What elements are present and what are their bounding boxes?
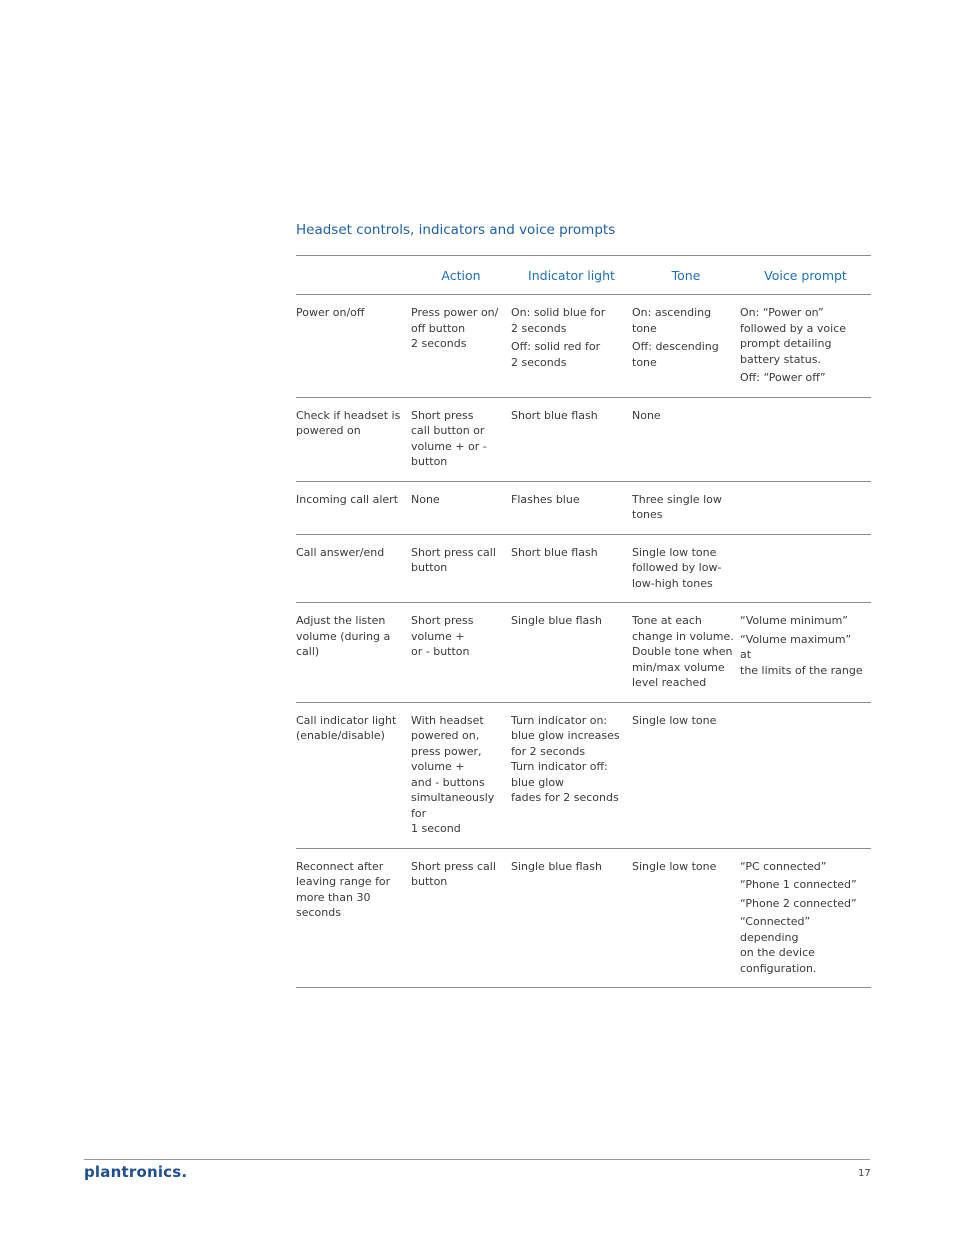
voice-prompt-cell-line: “PC connected” [740,859,827,873]
action-cell [411,603,511,703]
voice-prompt-cell-line: Off: “Power off” [740,371,826,384]
tone-cell [632,702,740,848]
action-cell [411,397,511,481]
tone-cell-line: On: ascending tone [632,306,712,335]
action-cell [411,702,511,848]
action-cell [411,848,511,988]
indicator-cell [511,534,632,603]
table-body [296,295,871,988]
feature-cell-text: Power on/off [296,306,365,319]
voice-prompt-cell-line: “Volume maximum” at the limits of the range [740,632,863,677]
header-indicator-light: Indicator light [511,256,632,295]
voice-prompt-cell-line: “Volume minimum” [740,614,849,627]
feature-cell [296,397,411,481]
feature-cell-text: Incoming call alert [296,492,399,506]
footer-divider [84,1159,870,1160]
voice-prompt-cell [740,397,871,481]
tone-cell-line: Single low tone followed by low- low-high tones [632,545,722,590]
action-cell-text: None [411,492,440,506]
voice-prompt-cell [740,481,871,534]
table-row [296,702,871,848]
tone-cell [632,397,740,481]
header-action: Action [411,256,511,295]
indicator-cell [511,603,632,703]
indicator-cell-line: Off: solid red for 2 seconds [511,340,601,369]
voice-prompt-cell-line: On: “Power on” followed by a voice prompt detailing battery status. [740,306,847,366]
voice-prompt-cell [740,702,871,848]
indicator-cell [511,481,632,534]
tone-cell-line: Single low tone [632,859,717,873]
tone-cell [632,481,740,534]
table-header-row [296,256,871,295]
indicator-cell [511,702,632,848]
feature-cell-text: Call answer/end [296,545,385,559]
tone-cell-line: Off: descending tone [632,340,719,369]
voice-prompt-cell-line: “Connected” depending on the device configuration. [740,915,817,975]
tone-cell [632,603,740,703]
indicator-cell [511,397,632,481]
action-cell [411,295,511,398]
table-row [296,603,871,703]
action-cell [411,481,511,534]
table-row [296,534,871,603]
indicator-cell-line: Single blue flash [511,859,602,873]
action-cell-text: Short press call button [411,545,496,574]
feature-cell-text: Adjust the listen volume (during a call) [296,614,391,658]
voice-prompt-cell-line: “Phone 2 connected” [740,896,857,910]
feature-cell-text: Reconnect after leaving range for more than 30 seconds [296,859,391,919]
indicator-cell-line: Turn indicator on: blue glow increases for 2 seconds Turn indicator off: blue glow fades for 2 seconds [511,713,620,804]
header-tone: Tone [632,256,740,295]
action-cell-text: With headset powered on, press power, volume + and - buttons simultaneously for 1 second [411,713,495,835]
feature-cell [296,534,411,603]
voice-prompt-cell [740,295,871,398]
plantronics-logo: plantronics. [84,1163,188,1181]
tone-cell [632,534,740,603]
action-cell [411,534,511,603]
indicator-cell-line: Short blue flash [511,545,598,559]
table-row [296,481,871,534]
header-voice-prompt: Voice prompt [740,256,871,295]
tone-cell [632,848,740,988]
action-cell-text: Press power on/ off button 2 seconds [411,306,499,350]
voice-prompt-cell-line: “Phone 1 connected” [740,878,857,891]
tone-cell-line: None [632,408,661,422]
feature-cell [296,603,411,703]
feature-cell-text: Check if headset is powered on [296,408,401,437]
feature-cell [296,702,411,848]
table-row [296,397,871,481]
action-cell-text: Short press call button or volume + or - button [411,408,487,468]
feature-cell [296,848,411,988]
voice-prompt-cell [740,534,871,603]
indicator-cell-line: Single blue flash [511,614,602,627]
section-title: Headset controls, indicators and voice prompts [296,222,616,238]
tone-cell-line: Tone at each change in volume. Double tone when min/max volume level reached [632,614,734,689]
controls-table [296,255,871,988]
table-row [296,295,871,398]
action-cell-text: Short press volume + or - button [411,614,474,658]
voice-prompt-cell [740,848,871,988]
indicator-cell [511,848,632,988]
tone-cell [632,295,740,398]
page-number: 17 [858,1168,871,1179]
feature-cell [296,295,411,398]
tone-cell-line: Three single low tones [632,492,722,521]
indicator-cell-line: On: solid blue for 2 seconds [511,306,606,335]
tone-cell-line: Single low tone [632,713,717,727]
feature-cell-text: Call indicator light (enable/disable) [296,713,397,742]
action-cell-text: Short press call button [411,859,496,888]
header-feature [296,256,411,295]
table-row [296,848,871,988]
indicator-cell [511,295,632,398]
feature-cell [296,481,411,534]
indicator-cell-line: Short blue flash [511,408,598,422]
voice-prompt-cell [740,603,871,703]
indicator-cell-line: Flashes blue [511,492,580,506]
